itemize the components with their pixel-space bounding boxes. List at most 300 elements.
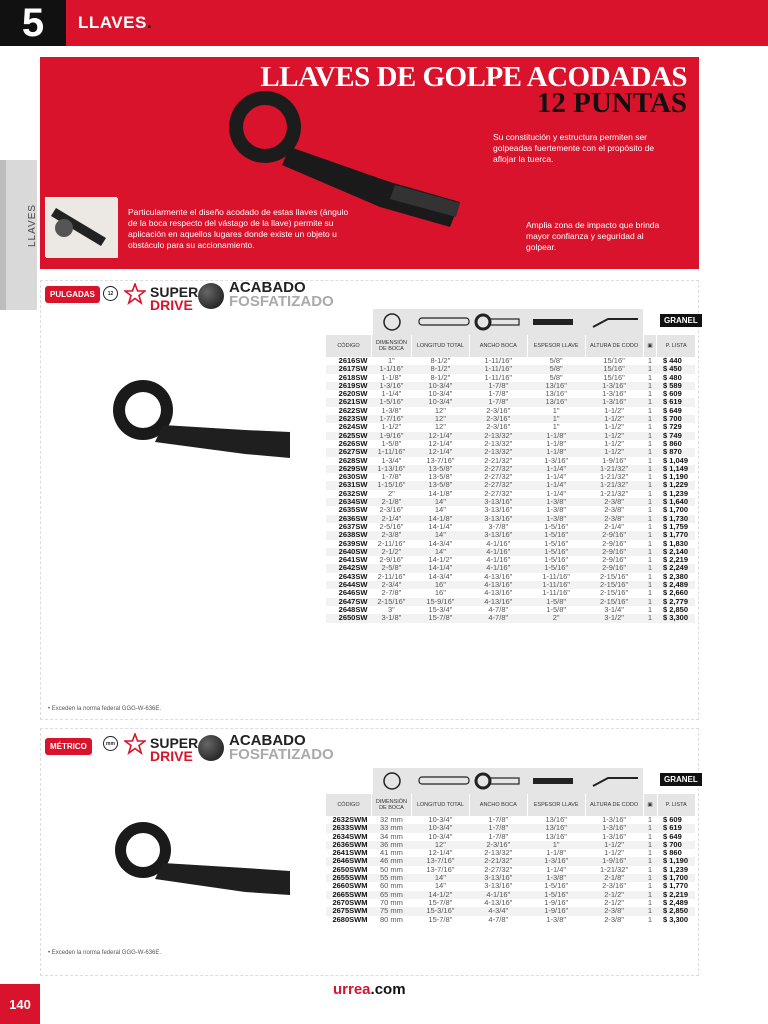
- table-cell: 1-3/16": [585, 382, 643, 390]
- list-price: $ 649: [662, 405, 682, 415]
- col-package-icon: ▣: [643, 335, 657, 357]
- list-price: $ 1,190: [657, 857, 695, 865]
- table-cell: 1-3/16": [544, 455, 569, 465]
- table-cell: 12": [434, 422, 446, 432]
- table-cell: 1-5/16": [527, 891, 585, 899]
- table-cell: 1: [647, 488, 653, 498]
- table-cell: 1: [647, 555, 653, 565]
- table-cell: 2-27/32": [484, 488, 513, 498]
- table-cell: 1-1/2": [604, 405, 624, 415]
- table-cell: 1: [643, 581, 657, 589]
- table-cell: 3-1/4": [604, 604, 624, 614]
- table-cell: 12-1/4": [428, 438, 453, 448]
- granel-label: GRANEL: [660, 314, 702, 327]
- table-cell: 1-5/16": [527, 548, 585, 556]
- list-price: $ 1,770: [657, 531, 695, 539]
- list-price: $ 649: [663, 831, 682, 841]
- product-code: 2626SW: [338, 438, 368, 448]
- table-cell: 15/16": [603, 356, 625, 365]
- table-cell: 2-1/4": [604, 521, 624, 531]
- table-row: [326, 382, 696, 390]
- product-code: 2625SW: [326, 432, 372, 440]
- table-cell: 2-9/16": [602, 538, 627, 548]
- table-cell: 3-13/16": [469, 531, 527, 539]
- finish-swatch: [198, 283, 224, 309]
- table-cell: 3-13/16": [484, 881, 513, 891]
- footnote: • Exceden la norma federal GGG-W-636E.: [48, 706, 162, 712]
- list-price: $ 1,640: [657, 498, 695, 506]
- table-cell: 60 mm: [379, 881, 403, 891]
- table-cell: 4-13/16": [484, 571, 513, 581]
- page-number: 140: [0, 984, 40, 1024]
- product-code: 2632SWM: [332, 815, 368, 824]
- table-cell: 1-3/16": [602, 389, 627, 399]
- list-price: $ 1,830: [662, 538, 689, 548]
- table-cell: 5/8": [549, 372, 563, 382]
- table-cell: 1-3/8": [527, 515, 585, 523]
- table-cell: 3-13/16": [469, 874, 527, 882]
- product-code: 2619SW: [326, 382, 372, 390]
- list-price: $ 1,700: [662, 505, 689, 515]
- table-cell: 14": [411, 548, 469, 556]
- hero-text-top: Su constitución y estructura permiten ser golpeadas fuertemente con el propósito de aflojar la tuerca.: [493, 132, 655, 164]
- table-cell: 12-1/4": [411, 448, 469, 456]
- table-cell: 1-21/32": [600, 488, 629, 498]
- table-cell: 14": [411, 498, 469, 506]
- table-cell: 2-1/8": [371, 498, 411, 506]
- product-code: 2629SW: [326, 465, 372, 473]
- table-cell: 1: [643, 548, 657, 556]
- table-cell: 2-27/32": [469, 481, 527, 489]
- product-code: 2621SW: [326, 398, 372, 406]
- table-cell: 10-3/4": [411, 824, 469, 832]
- table-cell: 2-9/16": [585, 548, 643, 556]
- chapter-number: 5: [0, 0, 66, 46]
- col-dimension: DIMENSIÓN DE BOCA: [371, 794, 411, 816]
- table-cell: 1: [643, 382, 657, 390]
- table-cell: 1: [643, 531, 657, 539]
- table-cell: 1-15/16": [371, 481, 411, 489]
- finish-label: ACABADO FOSFATIZADO: [229, 732, 334, 763]
- website-link[interactable]: urrea.com: [333, 981, 406, 998]
- table-cell: 3": [388, 604, 395, 614]
- table-cell: 14-1/8": [428, 488, 453, 498]
- list-price: $ 749: [657, 432, 695, 440]
- table-cell: 8-1/2": [430, 372, 451, 382]
- table-cell: 2-3/4": [371, 581, 411, 589]
- table-cell: 14-3/4": [428, 538, 453, 548]
- table-row: [326, 556, 696, 564]
- table-cell: 16": [434, 588, 446, 598]
- table-cell: 14-1/2": [411, 891, 469, 899]
- table-cell: 1-1/4": [527, 481, 585, 489]
- table-cell: 13-7/16": [411, 857, 469, 865]
- table-cell: 4-7/8": [488, 914, 509, 924]
- product-code: 2648SW: [338, 604, 368, 614]
- list-price: $ 589: [657, 382, 695, 390]
- table-cell: 1-11/16": [527, 581, 585, 589]
- product-code: 2680SWM: [332, 914, 368, 924]
- table-cell: 1: [647, 472, 653, 482]
- table-cell: 15-3/4": [428, 604, 453, 614]
- table-cell: 46 mm: [371, 857, 411, 865]
- table-cell: 2-21/32": [484, 455, 513, 465]
- table-cell: 1-11/16": [371, 448, 411, 456]
- table-cell: 1-5/16": [371, 398, 411, 406]
- product-code: 2636SW: [326, 515, 372, 523]
- table-cell: 14-1/2": [428, 555, 453, 565]
- table-cell: 1-9/16": [602, 455, 627, 465]
- table-cell: 10-3/4": [428, 831, 453, 841]
- side-tab: [0, 160, 37, 310]
- list-price: $ 619: [657, 398, 695, 406]
- list-price: $ 860: [662, 438, 682, 448]
- product-code: 2635SW: [338, 505, 368, 515]
- list-price: $ 2,219: [662, 555, 689, 565]
- table-cell: 1-1/16": [371, 365, 411, 373]
- table-cell: 1: [643, 398, 657, 406]
- table-cell: 1: [643, 448, 657, 456]
- table-cell: 34 mm: [379, 831, 403, 841]
- table-cell: 1: [647, 864, 653, 874]
- table-cell: 1: [643, 465, 657, 473]
- table-cell: 2-5/8": [371, 564, 411, 572]
- table-cell: 70 mm: [379, 897, 403, 907]
- col-altura: ALTURA DE CODO: [585, 335, 643, 357]
- side-tab-label: LLAVES: [27, 203, 39, 248]
- table-cell: 2-9/16": [585, 564, 643, 572]
- table-cell: 33 mm: [371, 824, 411, 832]
- product-code: 2628SW: [338, 455, 368, 465]
- sae-icon: 12: [103, 286, 118, 301]
- table-cell: 5/8": [549, 356, 563, 365]
- table-cell: 4-1/16": [469, 891, 527, 899]
- table-cell: 2": [527, 614, 585, 622]
- list-price: $ 1,049: [662, 455, 689, 465]
- table-cell: 1-1/8": [381, 372, 402, 382]
- table-cell: 1-9/16": [527, 907, 585, 915]
- metrico-badge: MÉTRICO: [45, 738, 92, 755]
- product-code: 2640SW: [326, 548, 372, 556]
- list-price: $ 1,700: [657, 874, 695, 882]
- table-cell: 1: [643, 891, 657, 899]
- table-row: [326, 606, 696, 614]
- super-drive-logo: SUPER DRIVE: [150, 284, 199, 313]
- hero-text-bottom: Amplia zona de impacto que brinda mayor confianza y seguridad al golpear.: [526, 220, 660, 252]
- table-cell: 75 mm: [371, 907, 411, 915]
- table-cell: 8-1/2": [411, 365, 469, 373]
- product-code: 2617SW: [326, 365, 372, 373]
- star-icon: [124, 733, 146, 755]
- table-cell: 1: [643, 415, 657, 423]
- table-cell: 14-3/4": [428, 571, 453, 581]
- table-cell: 14-1/4": [411, 564, 469, 572]
- table-cell: 1-1/4": [546, 864, 567, 874]
- table-cell: 1: [647, 881, 653, 891]
- table-cell: 1-5/16": [527, 531, 585, 539]
- table-cell: 14": [434, 505, 446, 515]
- table-cell: 2-1/2": [585, 891, 643, 899]
- col-longitud: LONGITUD TOTAL: [411, 335, 469, 357]
- table-cell: 2-15/16": [600, 571, 629, 581]
- col-espesor: ESPESOR LLAVE: [527, 335, 585, 357]
- table-cell: 1-1/2": [585, 415, 643, 423]
- list-price: $ 700: [657, 841, 695, 849]
- table-cell: 1-9/16": [544, 897, 569, 907]
- product-code: 2627SW: [326, 448, 372, 456]
- table-cell: 1-1/8": [546, 438, 567, 448]
- table-cell: 2-3/16": [602, 881, 627, 891]
- hero-title: LLAVES DE GOLPE ACODADAS: [260, 61, 687, 93]
- table-cell: 1-5/16": [544, 555, 569, 565]
- table-cell: 1-5/8": [546, 604, 567, 614]
- table-cell: 1: [643, 598, 657, 606]
- table-cell: 1: [647, 405, 653, 415]
- table-cell: 1": [527, 841, 585, 849]
- table-cell: 12": [411, 415, 469, 423]
- table-cell: 1: [647, 521, 653, 531]
- table-cell: 2-3/8": [604, 914, 624, 924]
- table-cell: 1: [647, 438, 653, 448]
- table-cell: 15/16": [585, 365, 643, 373]
- table-cell: 1-21/32": [585, 465, 643, 473]
- table-cell: 1-1/4": [381, 389, 402, 399]
- table-cell: 15-7/8": [428, 914, 453, 924]
- table-cell: 1: [647, 389, 653, 399]
- table-cell: 1: [647, 848, 653, 858]
- table-cell: 1-3/16": [585, 398, 643, 406]
- list-price: $ 2,140: [657, 548, 695, 556]
- table-cell: 1: [647, 372, 653, 382]
- table-cell: 1-9/16": [585, 857, 643, 865]
- product-code: 2624SW: [338, 422, 368, 432]
- table-cell: 1: [647, 505, 653, 515]
- product-code: 2641SWM: [332, 848, 368, 858]
- table-cell: 14-1/4": [428, 521, 453, 531]
- col-ancho: ANCHO BOCA: [469, 794, 527, 816]
- table-cell: 1-1/4": [546, 488, 567, 498]
- table-cell: 1-3/8": [546, 505, 567, 515]
- wrench-product-image: [105, 815, 295, 915]
- list-price: $ 1,149: [657, 465, 695, 473]
- table-cell: 13/16": [527, 382, 585, 390]
- table-cell: 2-1/8": [585, 874, 643, 882]
- table-cell: 1: [647, 914, 653, 924]
- table-cell: 10-3/4": [428, 389, 453, 399]
- table-cell: 1-3/16": [371, 382, 411, 390]
- table-cell: 12": [434, 405, 446, 415]
- table-cell: 1-3/16": [527, 857, 585, 865]
- table-cell: 1: [647, 588, 653, 598]
- product-code: 2634SW: [326, 498, 372, 506]
- chapter-title: LLAVES.: [78, 13, 153, 32]
- table-cell: 1: [643, 365, 657, 373]
- product-code: 2646SWM: [326, 857, 372, 865]
- table-cell: 1-7/8": [381, 472, 402, 482]
- table-cell: 2-27/32": [469, 465, 527, 473]
- list-price: $ 2,380: [662, 571, 689, 581]
- table-cell: 2-1/2": [371, 548, 411, 556]
- col-codigo: CÓDIGO: [326, 335, 372, 357]
- list-price: $ 3,300: [657, 614, 695, 622]
- product-code: 2660SWM: [332, 881, 368, 891]
- table-cell: 13/16": [527, 398, 585, 406]
- table-cell: 1-1/2": [604, 848, 624, 858]
- table-cell: 1: [643, 841, 657, 849]
- list-price: $ 1,239: [663, 864, 689, 874]
- list-price: $ 609: [663, 815, 682, 824]
- product-code: 2655SWM: [326, 874, 372, 882]
- product-code: 2632SW: [338, 488, 368, 498]
- table-cell: 2-3/16": [379, 505, 404, 515]
- table-cell: 2-3/8": [371, 531, 411, 539]
- table-cell: 2-9/16": [379, 555, 404, 565]
- table-cell: 1: [643, 515, 657, 523]
- table-cell: 1: [647, 831, 653, 841]
- table-cell: 2-21/32": [469, 857, 527, 865]
- table-cell: 1": [388, 356, 395, 365]
- wrench-product-image: [105, 370, 295, 480]
- col-package-icon: ▣: [643, 794, 657, 816]
- table-cell: 1: [643, 564, 657, 572]
- table-cell: 13/16": [545, 815, 567, 824]
- table-cell: 16": [411, 581, 469, 589]
- product-code: 2642SW: [326, 564, 372, 572]
- table-cell: 1-1/2": [604, 438, 624, 448]
- table-cell: 1-1/2": [381, 422, 402, 432]
- table-cell: 1-1/8": [527, 432, 585, 440]
- table-cell: 2-13/32": [484, 438, 513, 448]
- table-cell: 4-13/16": [484, 588, 513, 598]
- table-cell: 2-15/16": [585, 598, 643, 606]
- table-row: [326, 916, 696, 924]
- list-price: $ 729: [662, 422, 682, 432]
- table-cell: 1: [643, 481, 657, 489]
- table-cell: 15-7/8": [428, 897, 453, 907]
- star-icon: [124, 283, 146, 305]
- table-cell: 1-3/16": [602, 831, 627, 841]
- list-price: $ 3,300: [663, 914, 689, 924]
- table-cell: 1-7/8": [488, 831, 509, 841]
- table-cell: 4-1/16": [469, 548, 527, 556]
- table-cell: 2": [388, 488, 395, 498]
- product-code: 2630SW: [338, 472, 368, 482]
- table-cell: 1-21/32": [600, 472, 629, 482]
- table-cell: 4-13/16": [484, 897, 513, 907]
- table-cell: 1-9/16": [371, 432, 411, 440]
- table-cell: 50 mm: [379, 864, 403, 874]
- product-code: 2646SW: [338, 588, 368, 598]
- table-cell: 1-3/8": [527, 874, 585, 882]
- list-price: $ 860: [663, 848, 682, 858]
- table-cell: 2-7/8": [381, 588, 402, 598]
- table-cell: 1-7/8": [469, 398, 527, 406]
- table-cell: 1: [647, 604, 653, 614]
- finish-label: ACABADO FOSFATIZADO: [229, 279, 334, 310]
- table-cell: 1-5/16": [527, 564, 585, 572]
- table-cell: 2-3/16": [486, 422, 511, 432]
- table-cell: 1-1/2": [585, 841, 643, 849]
- table-cell: 13-7/16": [426, 864, 455, 874]
- table-cell: 1-7/8": [469, 824, 527, 832]
- table-cell: 2-15/16": [600, 588, 629, 598]
- table-cell: 14-1/8": [411, 515, 469, 523]
- table-cell: 1: [647, 571, 653, 581]
- table-cell: 3-13/16": [469, 498, 527, 506]
- table-cell: 2-5/16": [379, 521, 404, 531]
- col-codigo: CÓDIGO: [326, 794, 372, 816]
- product-code: 2643SW: [338, 571, 368, 581]
- wrench-image: [220, 77, 480, 227]
- table-cell: 1: [647, 455, 653, 465]
- table-cell: 3-1/2": [585, 614, 643, 622]
- list-price: $ 2,779: [657, 598, 695, 606]
- product-code: 2641SW: [338, 555, 368, 565]
- list-price: $ 2,660: [662, 588, 689, 598]
- table-cell: 1-13/16": [371, 465, 411, 473]
- product-code: 2665SWM: [326, 891, 372, 899]
- table-cell: 1-1/2": [585, 448, 643, 456]
- table-cell: 1-5/16": [544, 538, 569, 548]
- product-code: 2675SWM: [326, 907, 372, 915]
- product-code: 2650SWM: [332, 864, 368, 874]
- list-price: $ 450: [657, 365, 695, 373]
- table-cell: 1: [647, 422, 653, 432]
- table-cell: 1-3/8": [381, 405, 402, 415]
- table-cell: 80 mm: [379, 914, 403, 924]
- hero-banner: [40, 57, 699, 269]
- table-cell: 13-7/16": [426, 455, 455, 465]
- table-cell: 1-3/8": [546, 914, 567, 924]
- table-cell: 1-21/32": [600, 864, 629, 874]
- table-cell: 14": [411, 531, 469, 539]
- metric-icon: mm: [103, 736, 118, 751]
- table-cell: 1-5/16": [544, 521, 569, 531]
- pulgadas-table: [325, 335, 695, 623]
- product-code: 2636SWM: [326, 841, 372, 849]
- table-cell: 1-3/8": [527, 498, 585, 506]
- table-cell: 1-1/8": [546, 848, 567, 858]
- table-cell: 1-11/16": [542, 571, 570, 581]
- product-code: 2670SWM: [332, 897, 368, 907]
- list-price: $ 480: [662, 372, 682, 382]
- table-cell: 4-1/16": [486, 538, 511, 548]
- list-price: $ 1,239: [662, 488, 689, 498]
- table-cell: 1: [643, 907, 657, 915]
- product-code: 2623SW: [326, 415, 372, 423]
- table-cell: 36 mm: [371, 841, 411, 849]
- list-price: $ 1,730: [657, 515, 695, 523]
- table-cell: 1-7/8": [488, 389, 509, 399]
- table-cell: 2-11/16": [377, 538, 406, 548]
- table-cell: 1-7/16": [371, 415, 411, 423]
- table-cell: 3-13/16": [484, 505, 513, 515]
- list-price: $ 700: [657, 415, 695, 423]
- table-cell: 1: [643, 874, 657, 882]
- table-cell: 2-11/16": [377, 571, 406, 581]
- table-cell: 32 mm: [379, 815, 403, 824]
- table-row: [326, 598, 696, 606]
- table-cell: 2-13/32": [484, 848, 513, 858]
- product-code: 2620SW: [338, 389, 368, 399]
- table-cell: 10-3/4": [428, 815, 453, 824]
- table-cell: 2-15/16": [585, 581, 643, 589]
- table-cell: 1": [527, 415, 585, 423]
- table-cell: 2-13/32": [469, 448, 527, 456]
- table-cell: 5/8": [527, 365, 585, 373]
- table-cell: 2-13/32": [469, 432, 527, 440]
- table-cell: 1: [647, 815, 653, 824]
